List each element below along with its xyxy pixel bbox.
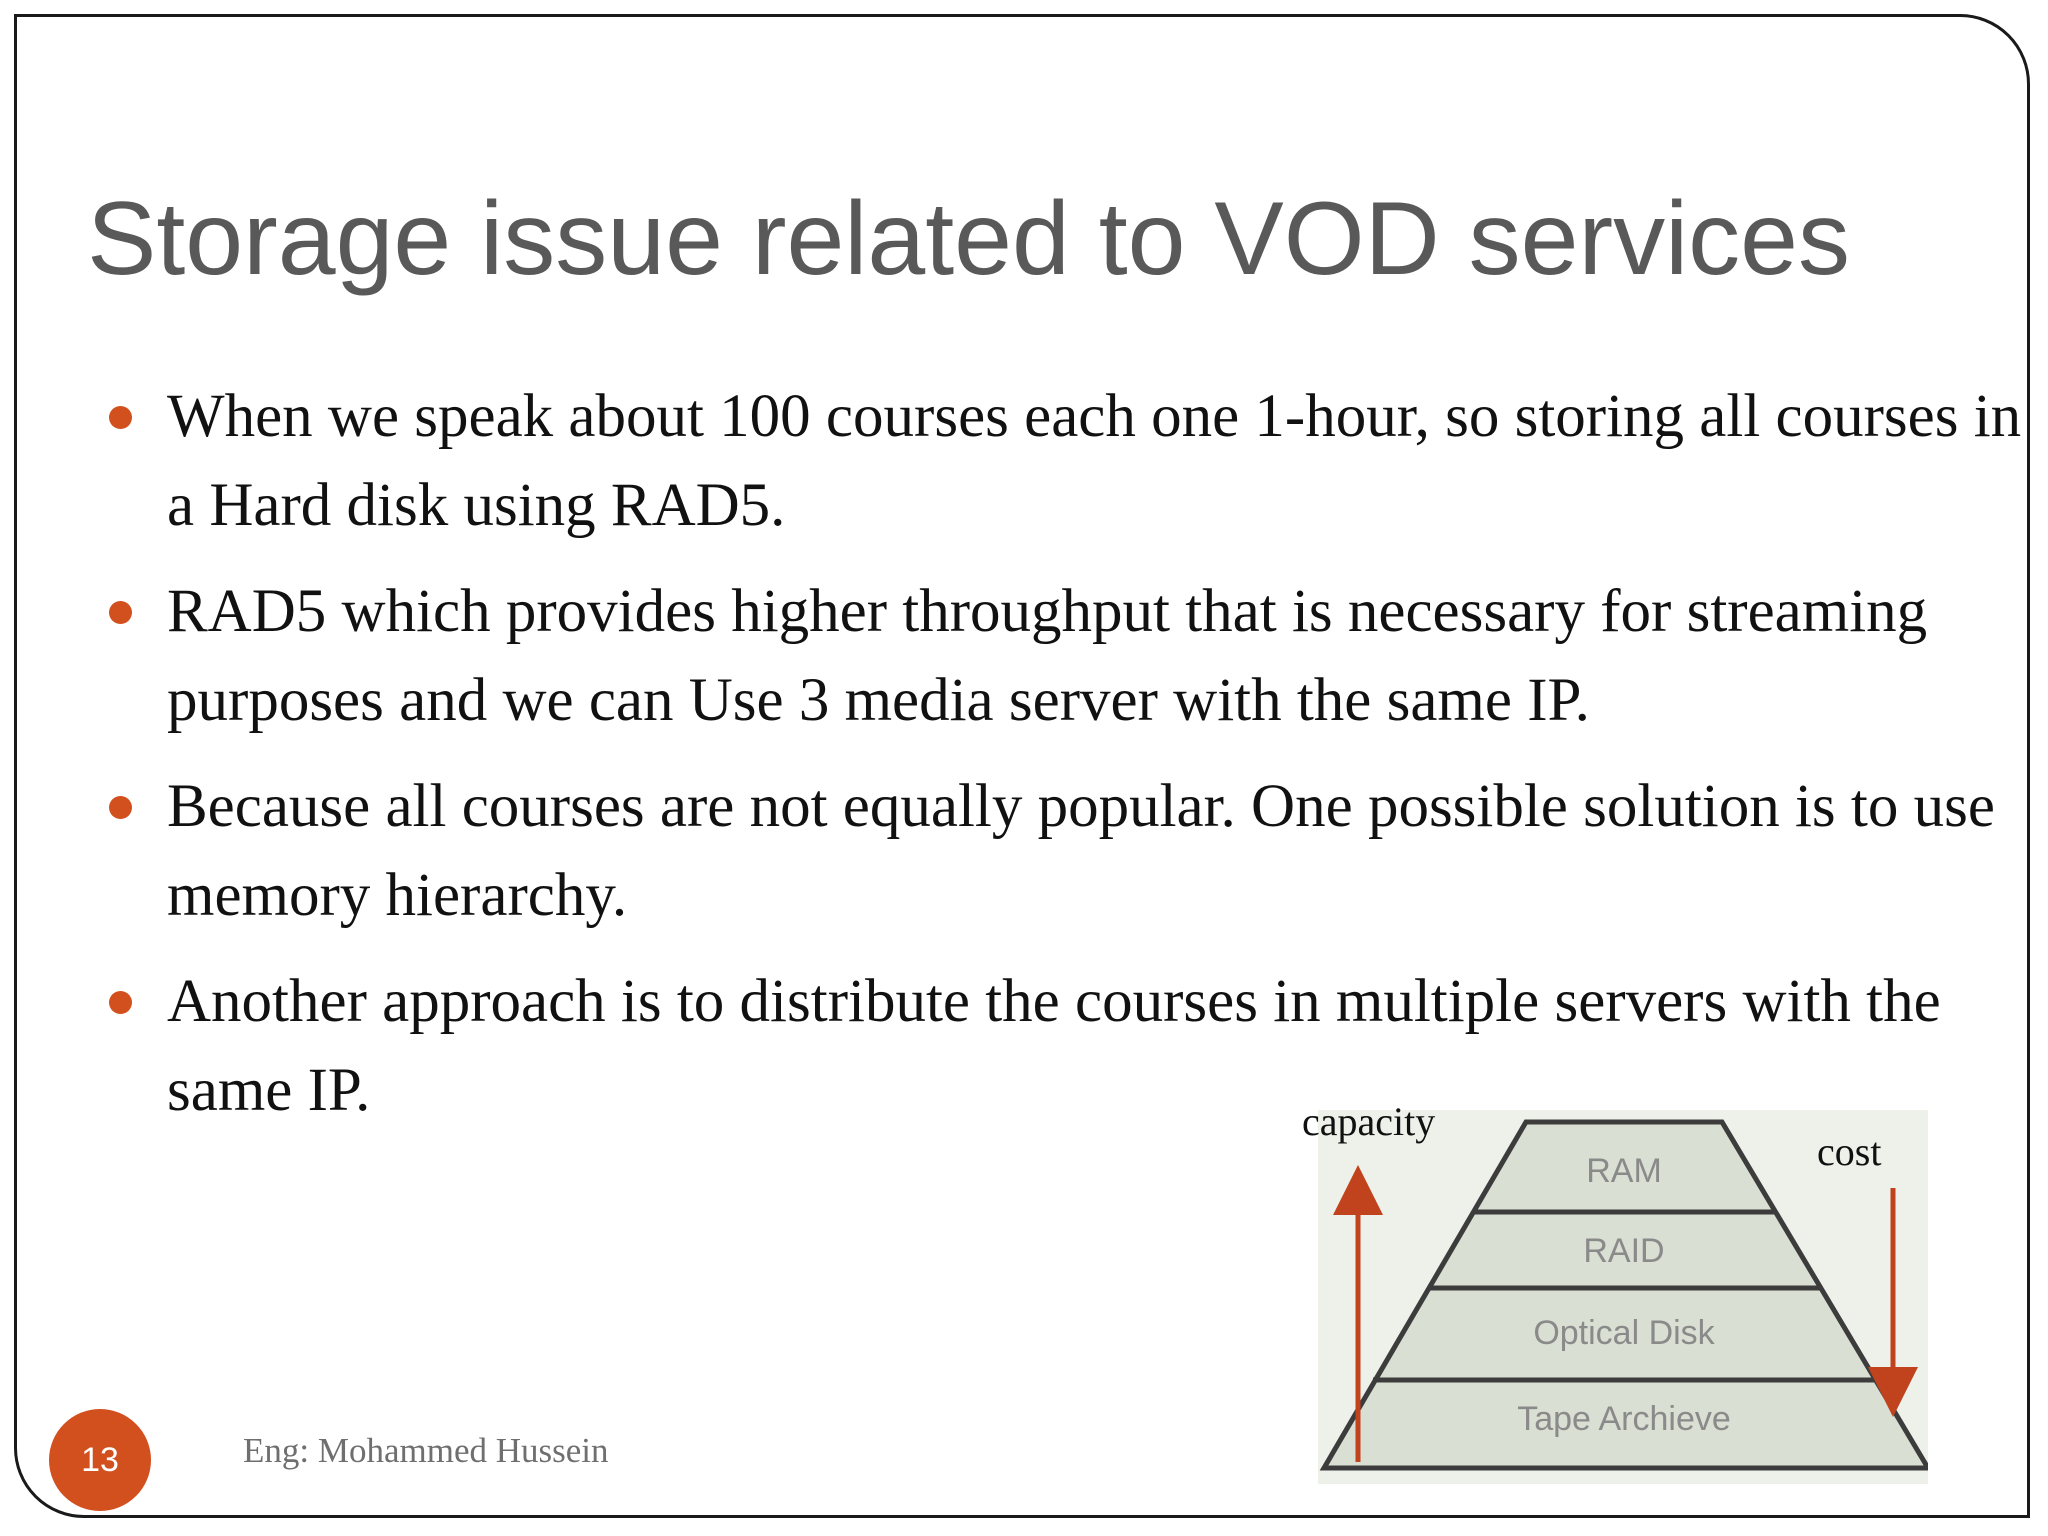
tier-label-optical-disk: Optical Disk	[1533, 1314, 1715, 1352]
bullet-item	[167, 762, 2047, 940]
slide-frame	[14, 14, 2030, 1518]
tier-label-raid: RAID	[1583, 1232, 1665, 1270]
bullet-item	[167, 372, 2047, 550]
bullet-text: RAD5 which provides higher throughput that is necessary for streaming purposes and we can Use 3 media server with the same IP.	[167, 578, 1928, 734]
slide-title: Storage issue related to VOD services	[87, 181, 1851, 297]
footer-author: Eng: Mohammed Hussein	[243, 1431, 609, 1470]
bullet-text: Another approach is to distribute the courses in multiple servers with the same IP.	[167, 968, 1941, 1124]
bullet-text: Because all courses are not equally popular. One possible solution is to use memory hierarchy.	[167, 773, 1995, 929]
tier-label-ram: RAM	[1586, 1152, 1662, 1190]
bullet-dot-icon	[109, 796, 132, 819]
capacity-label: capacity	[1302, 1099, 1436, 1144]
cost-label: cost	[1817, 1129, 1882, 1174]
bullet-text: When we speak about 100 courses each one 1-hour, so storing all courses in a Hard disk using RAD5.	[167, 383, 2022, 539]
bullet-item	[167, 567, 2047, 745]
bullet-dot-icon	[109, 991, 132, 1014]
bullet-dot-icon	[109, 406, 132, 429]
bullet-dot-icon	[109, 601, 132, 624]
page-number-badge: 13	[49, 1409, 151, 1511]
bullet-list	[167, 372, 2047, 1152]
memory-hierarchy-figure	[1302, 1100, 1932, 1484]
tier-label-tape-archive: Tape Archieve	[1517, 1400, 1731, 1438]
